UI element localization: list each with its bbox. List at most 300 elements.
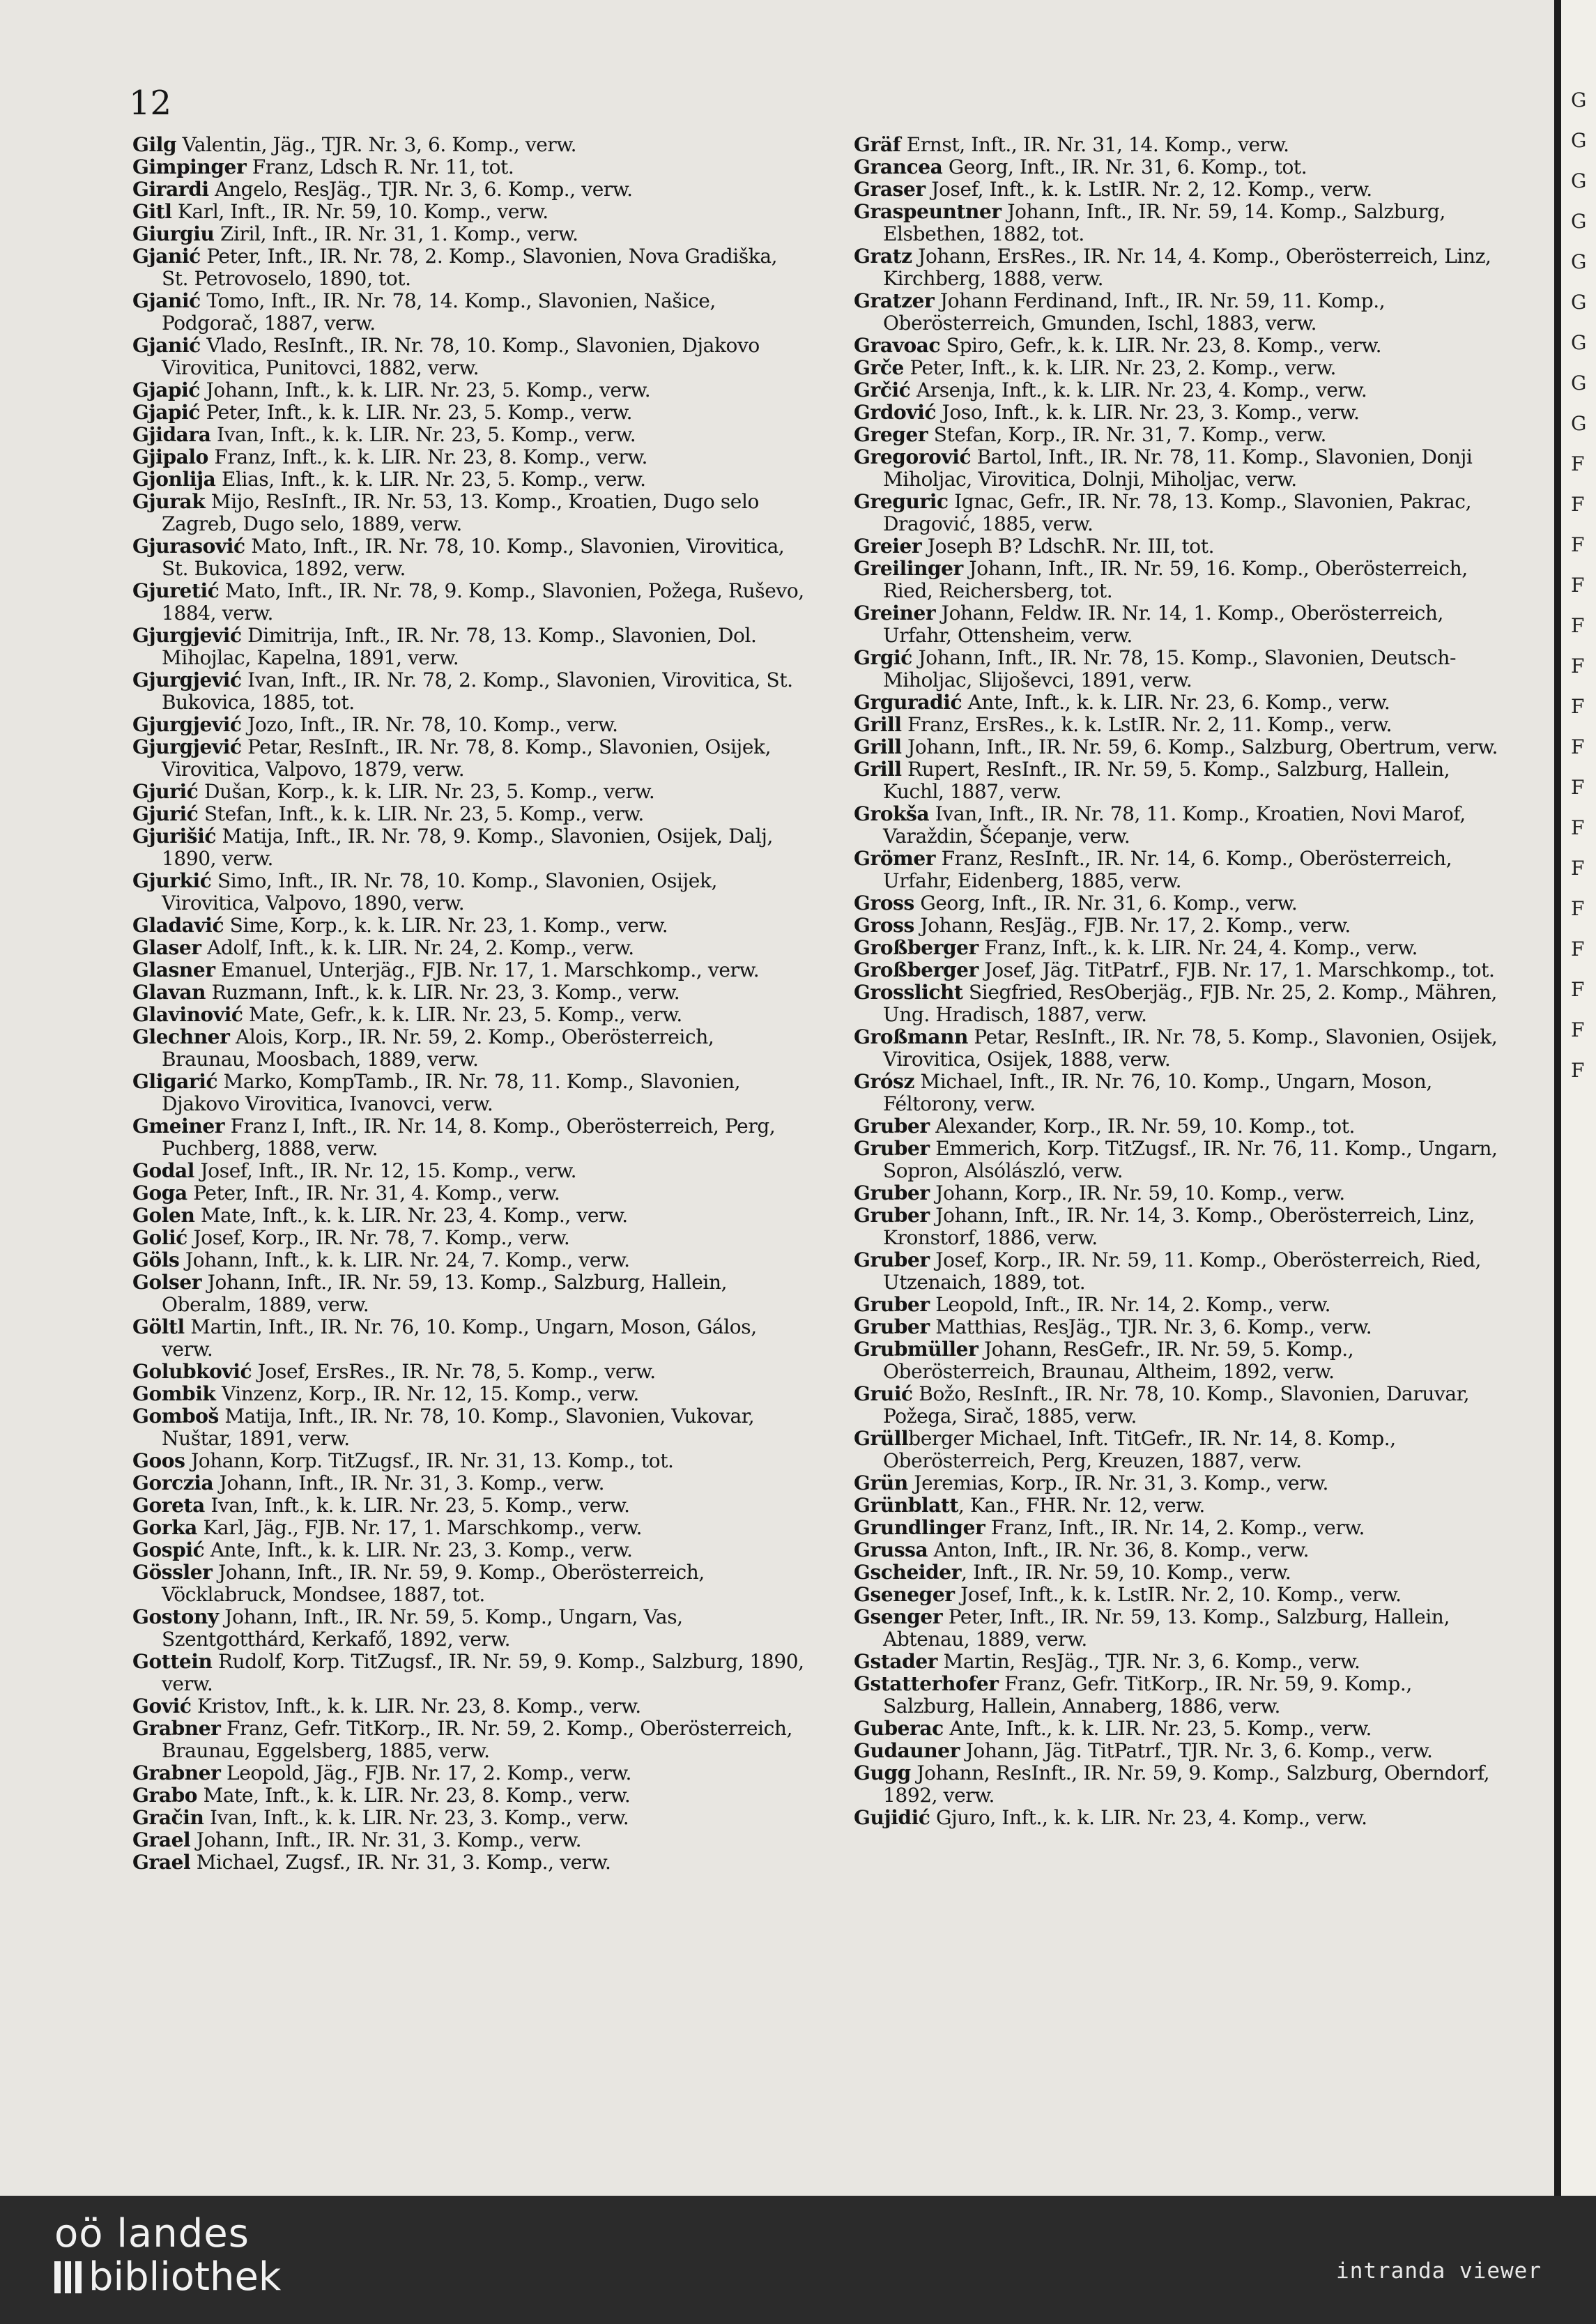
entry-details: Siegfried, ResOberjäg., FJB. Nr. 25, 2. Komp., Mähren, Ung. Hradisch, 1887, verw. <box>883 981 1498 1026</box>
list-entry <box>132 178 808 201</box>
entry-surname: Grancea <box>854 155 943 178</box>
list-entry <box>854 379 1505 402</box>
entry-surname: Greguric <box>854 490 949 513</box>
list-entry <box>132 424 808 446</box>
entry-surname: Graspeuntner <box>854 200 1002 223</box>
list-entry <box>854 1182 1505 1205</box>
entry-details: Arsenja, Inft., k. k. LIR. Nr. 23, 4. Komp., verw. <box>910 379 1367 402</box>
entry-surname: Gstatterhofer <box>854 1672 999 1695</box>
entry-details: Georg, Inft., IR. Nr. 31, 6. Komp., verw. <box>914 892 1298 915</box>
edge-letter: F <box>1571 493 1585 516</box>
entry-surname: Goga <box>132 1182 187 1205</box>
list-entry <box>132 1539 808 1561</box>
list-entry <box>132 468 808 491</box>
entry-surname: Gomboš <box>132 1405 219 1428</box>
list-entry <box>854 1249 1505 1294</box>
entry-details: Matthias, ResJäg., TJR. Nr. 3, 6. Komp., verw. <box>929 1315 1372 1338</box>
entry-surname: Grundlinger <box>854 1516 985 1539</box>
entry-surname: Gjonlija <box>132 468 216 491</box>
entry-details: Mato, Inft., IR. Nr. 78, 9. Komp., Slavonien, Požega, Ruševo, 1884, verw. <box>162 579 804 625</box>
list-entry <box>132 959 808 981</box>
entry-surname: Gruber <box>854 1248 930 1271</box>
list-entry <box>854 1205 1505 1249</box>
edge-letter: G <box>1571 372 1587 395</box>
entry-details: Vinzenz, Korp., IR. Nr. 12, 15. Komp., verw. <box>215 1382 639 1405</box>
list-entry <box>854 937 1505 959</box>
entry-surname: Grčić <box>854 379 911 402</box>
entry-surname: Gratz <box>854 245 912 268</box>
entry-surname: Gross <box>854 914 914 937</box>
entry-surname: Godal <box>132 1159 194 1182</box>
list-entry <box>854 201 1505 245</box>
logo-line2-row <box>54 2256 281 2299</box>
entry-details: Jozo, Inft., IR. Nr. 78, 10. Komp., verw. <box>241 713 618 736</box>
entry-details: Peter, Inft., IR. Nr. 78, 2. Komp., Slavonien, Nova Gradiška, St. Petrovoselo, 1890, tot. <box>162 245 778 290</box>
entry-details: , Inft., IR. Nr. 59, 10. Komp., verw. <box>961 1561 1291 1584</box>
edge-letter: F <box>1571 533 1585 556</box>
entry-surname: Gjipalo <box>132 445 208 468</box>
list-entry <box>132 1004 808 1026</box>
entry-details: Michael, Inft., IR. Nr. 76, 10. Komp., Ungarn, Moson, Féltorony, verw. <box>883 1070 1432 1115</box>
entry-surname: Göltl <box>132 1315 185 1338</box>
list-entry <box>132 1115 808 1160</box>
edge-letter: G <box>1571 291 1587 314</box>
entry-surname: Gottein <box>132 1650 213 1673</box>
entry-details: Johann, Inft., IR. Nr. 31, 3. Komp., verw. <box>190 1828 582 1851</box>
entry-surname: Grgić <box>854 646 912 669</box>
entry-surname: Gsenger <box>854 1605 943 1628</box>
list-entry <box>132 1205 808 1227</box>
entry-surname: Goreta <box>132 1494 205 1517</box>
entry-details: Dušan, Korp., k. k. LIR. Nr. 23, 5. Komp., verw. <box>198 780 655 803</box>
entry-details: Sime, Korp., k. k. LIR. Nr. 23, 1. Komp., verw. <box>224 914 668 937</box>
entry-details: Emmerich, Korp. TitZugsf., IR. Nr. 76, 11. Komp., Ungarn, Sopron, Alsólászló, verw. <box>883 1137 1498 1182</box>
entry-surname: Gjurgjević <box>132 624 242 647</box>
edge-letter: F <box>1571 655 1585 678</box>
list-entry <box>132 1494 808 1517</box>
entry-details: Ante, Inft., k. k. LIR. Nr. 23, 6. Komp., verw. <box>962 691 1390 714</box>
list-entry <box>854 1294 1505 1316</box>
entry-surname: Guberac <box>854 1717 944 1740</box>
list-entry <box>854 156 1505 178</box>
entry-details: Johann, ResGefr., IR. Nr. 59, 5. Komp., Oberösterreich, Braunau, Altheim, 1892, verw. <box>883 1338 1354 1383</box>
list-entry <box>854 402 1505 424</box>
list-entry <box>854 1584 1505 1606</box>
entry-details: Josef, Korp., IR. Nr. 78, 7. Komp., verw. <box>187 1226 570 1249</box>
list-entry <box>854 1762 1505 1807</box>
list-entry <box>132 535 808 580</box>
list-entry <box>854 558 1505 602</box>
list-entry <box>132 937 808 959</box>
list-entry <box>854 1494 1505 1517</box>
entry-surname: Grósz <box>854 1070 915 1093</box>
entry-surname: Graser <box>854 178 926 201</box>
list-entry <box>854 1316 1505 1338</box>
entry-details: Bartol, Inft., IR. Nr. 78, 11. Komp., Slavonien, Donji Miholjac, Virovitica, Dolnji, Miholjac, verw. <box>883 445 1473 491</box>
entry-details: Johann, Jäg. TitPatrf., TJR. Nr. 3, 6. Komp., verw. <box>960 1739 1433 1762</box>
list-entry <box>132 1561 808 1606</box>
list-entry <box>854 736 1505 758</box>
list-entry <box>854 1026 1505 1071</box>
entry-surname: Grosslicht <box>854 981 963 1004</box>
entry-surname: Gregorović <box>854 445 972 468</box>
list-entry <box>132 201 808 223</box>
entry-surname: Gorczia <box>132 1471 214 1494</box>
list-entry <box>854 290 1505 335</box>
entry-surname: Gimpinger <box>132 155 247 178</box>
entry-details: Mate, Inft., k. k. LIR. Nr. 23, 8. Komp., verw. <box>197 1784 631 1807</box>
entry-details: Johann, Inft., IR. Nr. 59, 14. Komp., Salzburg, Elsbethen, 1882, tot. <box>883 200 1445 245</box>
list-entry <box>854 1071 1505 1115</box>
edge-letter: F <box>1571 1018 1585 1041</box>
edge-letter: F <box>1571 735 1585 758</box>
list-entry <box>854 1428 1505 1472</box>
list-entry <box>132 1071 808 1115</box>
entry-surname: Gračin <box>132 1806 204 1829</box>
entry-surname: Gruber <box>854 1204 930 1227</box>
entry-details: Adolf, Inft., k. k. LIR. Nr. 24, 2. Komp., verw. <box>201 936 634 959</box>
entry-surname: Gruber <box>854 1293 930 1316</box>
list-entry <box>132 335 808 379</box>
edge-letter: F <box>1571 938 1585 961</box>
entry-surname: Gjurišić <box>132 825 217 848</box>
entry-details: Vlado, ResInft., IR. Nr. 78, 10. Komp., Slavonien, Djakovo Virovitica, Punitovci, 1882, verw. <box>162 334 760 379</box>
edge-letter: G <box>1571 129 1587 152</box>
entry-surname: Gombik <box>132 1382 216 1405</box>
entry-surname: Glasner <box>132 958 215 981</box>
list-entry <box>854 178 1505 201</box>
entry-details: Rupert, ResInft., IR. Nr. 59, 5. Komp., Salzburg, Hallein, Kuchl, 1887, verw. <box>883 758 1450 803</box>
right-column <box>854 134 1505 1829</box>
entry-details: Matija, Inft., IR. Nr. 78, 9. Komp., Slavonien, Osijek, Dalj, 1890, verw. <box>162 825 773 870</box>
entry-surname: Grabner <box>132 1761 221 1784</box>
list-entry <box>854 758 1505 803</box>
edge-letter: F <box>1571 452 1585 475</box>
list-entry <box>132 1651 808 1695</box>
list-entry <box>854 446 1505 491</box>
entry-details: Stefan, Inft., k. k. LIR. Nr. 23, 5. Komp., verw. <box>198 802 644 825</box>
list-entry <box>854 848 1505 892</box>
list-entry <box>854 535 1505 558</box>
list-entry <box>854 915 1505 937</box>
entry-details: Dimitrija, Inft., IR. Nr. 78, 13. Komp., Slavonien, Dol. Mihojlac, Kapelna, 1891, verw. <box>162 624 757 669</box>
entry-details: Ante, Inft., k. k. LIR. Nr. 23, 5. Komp., verw. <box>943 1717 1372 1740</box>
list-entry <box>854 602 1505 647</box>
entry-surname: Grill <box>854 758 902 781</box>
entry-details: Anton, Inft., IR. Nr. 36, 8. Komp., verw. <box>928 1538 1310 1561</box>
entry-surname: Gjurgjević <box>132 668 242 691</box>
entry-details: Joseph B? LdschR. Nr. III, tot. <box>921 535 1215 558</box>
list-entry <box>854 1472 1505 1494</box>
entry-details: Josef, Korp., IR. Nr. 59, 11. Komp., Oberösterreich, Ried, Utzenaich, 1889, tot. <box>883 1248 1482 1294</box>
entry-surname: Gjurić <box>132 780 199 803</box>
list-entry <box>854 491 1505 535</box>
list-entry <box>132 1807 808 1829</box>
entry-surname: Gitl <box>132 200 172 223</box>
entry-surname: Gjurak <box>132 490 206 513</box>
entry-details: Spiro, Gefr., k. k. LIR. Nr. 23, 8. Komp., verw. <box>940 334 1382 357</box>
entry-surname: Gruber <box>854 1315 930 1338</box>
entry-details: Gjuro, Inft., k. k. LIR. Nr. 23, 4. Komp., verw. <box>930 1806 1367 1829</box>
entry-details: Ivan, Inft., k. k. LIR. Nr. 23, 5. Komp., verw. <box>210 423 636 446</box>
list-entry <box>132 803 808 825</box>
entry-surname: Gravoac <box>854 334 941 357</box>
entry-surname: Golen <box>132 1204 195 1227</box>
list-entry <box>132 625 808 669</box>
entry-details: Johann, Inft., IR. Nr. 31, 3. Komp., verw. <box>213 1471 605 1494</box>
list-entry <box>854 1673 1505 1718</box>
list-entry <box>132 1718 808 1762</box>
entry-details: Tomo, Inft., IR. Nr. 78, 14. Komp., Slavonien, Našice, Podgorač, 1887, verw. <box>162 289 716 335</box>
entry-surname: Gospić <box>132 1538 205 1561</box>
entry-surname: Gjanić <box>132 289 201 312</box>
list-entry <box>132 781 808 803</box>
list-entry <box>132 134 808 156</box>
edge-letter: G <box>1571 89 1587 112</box>
entry-surname: Girardi <box>132 178 209 201</box>
list-entry <box>132 1249 808 1271</box>
edge-letter: F <box>1571 574 1585 597</box>
edge-letter: F <box>1571 695 1585 718</box>
list-entry <box>132 1405 808 1450</box>
list-entry <box>854 424 1505 446</box>
entry-details: Marko, KompTamb., IR. Nr. 78, 11. Komp., Slavonien, Djakovo Virovitica, Ivanovci, verw. <box>162 1070 741 1115</box>
entry-details: Johann, Korp., IR. Nr. 59, 10. Komp., verw. <box>929 1182 1345 1205</box>
list-entry <box>132 1762 808 1784</box>
edge-letter: G <box>1571 210 1587 233</box>
entry-surname: Gudauner <box>854 1739 960 1762</box>
entry-details: Ziril, Inft., IR. Nr. 31, 1. Komp., verw. <box>214 222 578 245</box>
list-entry <box>132 1606 808 1651</box>
entry-surname: Gorka <box>132 1516 197 1539</box>
entry-details: Johann, Korp. TitZugsf., IR. Nr. 31, 13. Komp., tot. <box>185 1449 674 1472</box>
entry-surname: Gjanić <box>132 334 201 357</box>
list-entry <box>132 1851 808 1874</box>
entry-surname: Grdović <box>854 401 937 424</box>
entry-surname: Golić <box>132 1226 187 1249</box>
entry-details: berger Michael, Inft. TitGefr., IR. Nr. 14, 8. Komp., Oberösterreich, Perg, Kreuzen, 1887, verw. <box>883 1427 1396 1472</box>
entry-surname: Grömer <box>854 847 936 870</box>
entry-details: Ante, Inft., k. k. LIR. Nr. 23, 3. Komp., verw. <box>204 1538 633 1561</box>
entry-details: Martin, Inft., IR. Nr. 76, 10. Komp., Ungarn, Moson, Gálos, verw. <box>162 1315 757 1361</box>
entry-surname: Glechner <box>132 1025 230 1048</box>
viewer-footer <box>0 2196 1596 2324</box>
list-entry <box>132 870 808 915</box>
entry-details: Ivan, Inft., k. k. LIR. Nr. 23, 3. Komp., verw. <box>204 1806 629 1829</box>
list-entry <box>854 892 1505 915</box>
library-logo[interactable] <box>54 2212 281 2299</box>
entry-details: Franz, Inft., IR. Nr. 14, 2. Komp., verw. <box>985 1516 1365 1539</box>
entry-details: Elias, Inft., k. k. LIR. Nr. 23, 5. Komp., verw. <box>215 468 646 491</box>
list-entry <box>854 1606 1505 1651</box>
list-entry <box>854 134 1505 156</box>
list-entry <box>132 1182 808 1205</box>
list-entry <box>132 223 808 245</box>
logo-line2: bibliothek <box>89 2254 282 2300</box>
list-entry <box>132 825 808 870</box>
entry-surname: Greilinger <box>854 557 963 580</box>
edge-letter: F <box>1571 614 1585 637</box>
entry-details: Karl, Jäg., FJB. Nr. 17, 1. Marschkomp., verw. <box>197 1516 643 1539</box>
entry-details: Alexander, Korp., IR. Nr. 59, 10. Komp., tot. <box>929 1115 1356 1138</box>
entry-details: Martin, ResJäg., TJR. Nr. 3, 6. Komp., verw. <box>937 1650 1360 1673</box>
entry-details: Johann, Inft., IR. Nr. 59, 5. Komp., Ungarn, Vas, Szentgotthárd, Kerkafő, 1892, verw. <box>162 1605 683 1651</box>
list-entry <box>132 915 808 937</box>
entry-details: Johann, Feldw. IR. Nr. 14, 1. Komp., Oberösterreich, Urfahr, Ottensheim, verw. <box>883 602 1444 647</box>
entry-surname: Glavan <box>132 981 206 1004</box>
next-page-edge <box>1554 0 1596 2196</box>
entry-details: , Kan., FHR. Nr. 12, verw. <box>958 1494 1205 1517</box>
entry-details: Ruzmann, Inft., k. k. LIR. Nr. 23, 3. Komp., verw. <box>206 981 680 1004</box>
entry-details: Ignac, Gefr., IR. Nr. 78, 13. Komp., Slavonien, Pakrac, Dragović, 1885, verw. <box>883 490 1472 535</box>
entry-surname: Grče <box>854 356 904 379</box>
entry-surname: Gladavić <box>132 914 224 937</box>
entry-details: Johann, ResJäg., FJB. Nr. 17, 2. Komp., verw. <box>914 914 1351 937</box>
list-entry <box>132 379 808 402</box>
list-entry <box>132 1160 808 1182</box>
list-entry <box>854 1338 1505 1383</box>
entry-details: Johann, Inft., IR. Nr. 59, 13. Komp., Salzburg, Hallein, Oberalm, 1889, verw. <box>162 1271 728 1316</box>
entry-details: Kristov, Inft., k. k. LIR. Nr. 23, 8. Komp., verw. <box>191 1695 641 1718</box>
edge-letter: F <box>1571 857 1585 880</box>
entry-surname: Grael <box>132 1851 191 1874</box>
list-entry <box>132 580 808 625</box>
entry-surname: Grussa <box>854 1538 928 1561</box>
entry-surname: Golubković <box>132 1360 252 1383</box>
list-entry <box>854 981 1505 1026</box>
entry-details: Franz, Ldsch R. Nr. 11, tot. <box>246 155 514 178</box>
list-entry <box>854 357 1505 379</box>
entry-surname: Gratzer <box>854 289 935 312</box>
entry-details: Mate, Gefr., k. k. LIR. Nr. 23, 5. Komp., verw. <box>243 1003 682 1026</box>
entry-surname: Giurgiu <box>132 222 215 245</box>
entry-details: Rudolf, Korp. TitZugsf., IR. Nr. 59, 9. Komp., Salzburg, 1890, verw. <box>162 1650 804 1695</box>
entry-details: Johann Ferdinand, Inft., IR. Nr. 59, 11. Komp., Oberösterreich, Gmunden, Ischl, 1883, verw. <box>883 289 1386 335</box>
entry-surname: Gujidić <box>854 1806 930 1829</box>
list-entry <box>132 1361 808 1383</box>
entry-details: Johann, Inft., IR. Nr. 59, 16. Komp., Oberösterreich, Ried, Reichersberg, tot. <box>883 557 1468 602</box>
entry-surname: Greiner <box>854 602 936 625</box>
entry-details: Johann, Inft., k. k. LIR. Nr. 23, 5. Komp., verw. <box>200 379 651 402</box>
edge-letter: G <box>1571 331 1587 354</box>
entry-surname: Grguradić <box>854 691 962 714</box>
list-entry <box>132 156 808 178</box>
entry-surname: Großberger <box>854 936 979 959</box>
entry-surname: Gruić <box>854 1382 913 1405</box>
entry-details: Franz, Inft., k. k. LIR. Nr. 24, 4. Komp., verw. <box>978 936 1418 959</box>
edge-letter: G <box>1571 412 1587 435</box>
edge-letter: G <box>1571 250 1587 273</box>
entry-surname: Großberger <box>854 958 979 981</box>
list-entry <box>132 245 808 290</box>
list-entry <box>854 1651 1505 1673</box>
entry-details: Peter, Inft., IR. Nr. 31, 4. Komp., verw. <box>187 1182 560 1205</box>
list-entry <box>854 1718 1505 1740</box>
list-entry <box>854 803 1505 848</box>
entry-surname: Gjurkić <box>132 869 212 892</box>
list-entry <box>854 1740 1505 1762</box>
entry-details: Franz, ResInft., IR. Nr. 14, 6. Komp., Oberösterreich, Urfahr, Eidenberg, 1885, verw. <box>883 847 1452 892</box>
entry-surname: Gössler <box>132 1561 213 1584</box>
list-entry <box>132 1784 808 1807</box>
entry-details: Alois, Korp., IR. Nr. 59, 2. Komp., Oberösterreich, Braunau, Moosbach, 1889, verw. <box>162 1025 714 1071</box>
entry-details: Michael, Zugsf., IR. Nr. 31, 3. Komp., verw. <box>190 1851 611 1874</box>
entry-details: Leopold, Jäg., FJB. Nr. 17, 2. Komp., verw. <box>220 1761 632 1784</box>
entry-surname: Glavinović <box>132 1003 243 1026</box>
entry-surname: Gstader <box>854 1650 938 1673</box>
entry-surname: Gjurgjević <box>132 735 242 758</box>
entry-details: Franz, Inft., k. k. LIR. Nr. 23, 8. Komp., verw. <box>208 445 647 468</box>
entry-details: Ivan, Inft., k. k. LIR. Nr. 23, 5. Komp., verw. <box>204 1494 630 1517</box>
entry-surname: Grael <box>132 1828 191 1851</box>
entry-details: Georg, Inft., IR. Nr. 31, 6. Komp., tot. <box>942 155 1307 178</box>
list-entry <box>854 647 1505 691</box>
entry-details: Ernst, Inft., IR. Nr. 31, 14. Komp., verw. <box>900 133 1289 156</box>
entry-details: Petar, ResInft., IR. Nr. 78, 8. Komp., Slavonien, Osijek, Virovitica, Valpovo, 1879, verw. <box>162 735 772 781</box>
entry-details: Stefan, Korp., IR. Nr. 31, 7. Komp., verw. <box>928 423 1326 446</box>
entry-surname: Gmeiner <box>132 1115 225 1138</box>
entry-surname: Gović <box>132 1695 192 1718</box>
entry-details: Valentin, Jäg., TJR. Nr. 3, 6. Komp., verw. <box>176 133 577 156</box>
list-entry <box>854 1115 1505 1138</box>
entry-surname: Grill <box>854 713 902 736</box>
edge-letter: F <box>1571 816 1585 839</box>
list-entry <box>132 1450 808 1472</box>
entry-details: Johann, Inft., IR. Nr. 14, 3. Komp., Oberösterreich, Linz, Kronstorf, 1886, verw. <box>883 1204 1475 1249</box>
entry-surname: Göls <box>132 1248 180 1271</box>
entry-surname: Gross <box>854 892 914 915</box>
list-entry <box>854 1138 1505 1182</box>
entry-details: Peter, Inft., IR. Nr. 59, 13. Komp., Salzburg, Hallein, Abtenau, 1889, verw. <box>883 1605 1450 1651</box>
entry-details: Mate, Inft., k. k. LIR. Nr. 23, 4. Komp., verw. <box>194 1204 628 1227</box>
entry-surname: Grünblatt <box>854 1494 959 1517</box>
entry-surname: Gruber <box>854 1137 930 1160</box>
entry-details: Franz, Gefr. TitKorp., IR. Nr. 59, 9. Komp., Salzburg, Hallein, Annaberg, 1886, verw. <box>883 1672 1412 1718</box>
list-entry <box>132 981 808 1004</box>
entry-details: Peter, Inft., k. k. LIR. Nr. 23, 2. Komp., verw. <box>903 356 1336 379</box>
entry-surname: Gruber <box>854 1115 930 1138</box>
entry-details: Božo, ResInft., IR. Nr. 78, 10. Komp., Slavonien, Daruvar, Požega, Sirač, 1885, verw. <box>883 1382 1470 1428</box>
list-entry <box>132 714 808 736</box>
entry-details: Johann, ErsRes., IR. Nr. 14, 4. Komp., Oberösterreich, Linz, Kirchberg, 1888, verw. <box>883 245 1491 290</box>
entry-details: Josef, ErsRes., IR. Nr. 78, 5. Komp., verw. <box>252 1360 656 1383</box>
entry-details: Mato, Inft., IR. Nr. 78, 10. Komp., Slavonien, Virovitica, St. Bukovica, 1892, verw. <box>162 535 785 580</box>
entry-surname: Gscheider <box>854 1561 962 1584</box>
list-entry <box>132 1517 808 1539</box>
entry-details: Matija, Inft., IR. Nr. 78, 10. Komp., Slavonien, Vukovar, Nuštar, 1891, verw. <box>162 1405 755 1450</box>
entry-details: Johann, Inft., IR. Nr. 78, 15. Komp., Slavonien, Deutsch-Miholjac, Slijoševci, 1891, verw. <box>883 646 1457 691</box>
entry-details: Franz I, Inft., IR. Nr. 14, 8. Komp., Oberösterreich, Perg, Puchberg, 1888, verw. <box>162 1115 776 1160</box>
entry-details: Johann, Inft., IR. Nr. 59, 9. Komp., Oberösterreich, Vöcklabruck, Mondsee, 1887, tot. <box>162 1561 705 1606</box>
list-entry <box>132 491 808 535</box>
list-entry <box>854 1539 1505 1561</box>
edge-letter: F <box>1571 1059 1585 1082</box>
list-entry <box>132 1316 808 1361</box>
list-entry <box>854 959 1505 981</box>
entry-details: Johann, Inft., IR. Nr. 59, 6. Komp., Salzburg, Obertrum, verw. <box>901 735 1498 758</box>
entry-details: Mijo, ResInft., IR. Nr. 53, 13. Komp., Kroatien, Dugo selo Zagreb, Dugo selo, 1889, verw. <box>162 490 759 535</box>
list-entry <box>854 1383 1505 1428</box>
list-entry <box>132 402 808 424</box>
entry-surname: Golser <box>132 1271 202 1294</box>
list-entry <box>132 1695 808 1718</box>
entry-details: Petar, ResInft., IR. Nr. 78, 5. Komp., Slavonien, Osijek, Virovitica, Osijek, 1888, verw. <box>883 1025 1498 1071</box>
entry-surname: Grün <box>854 1471 908 1494</box>
viewer-label[interactable]: intranda viewer <box>1336 2258 1542 2284</box>
entry-surname: Goos <box>132 1449 185 1472</box>
entry-details: Peter, Inft., k. k. LIR. Nr. 23, 5. Komp., verw. <box>200 401 633 424</box>
page-number: 12 <box>129 84 172 123</box>
